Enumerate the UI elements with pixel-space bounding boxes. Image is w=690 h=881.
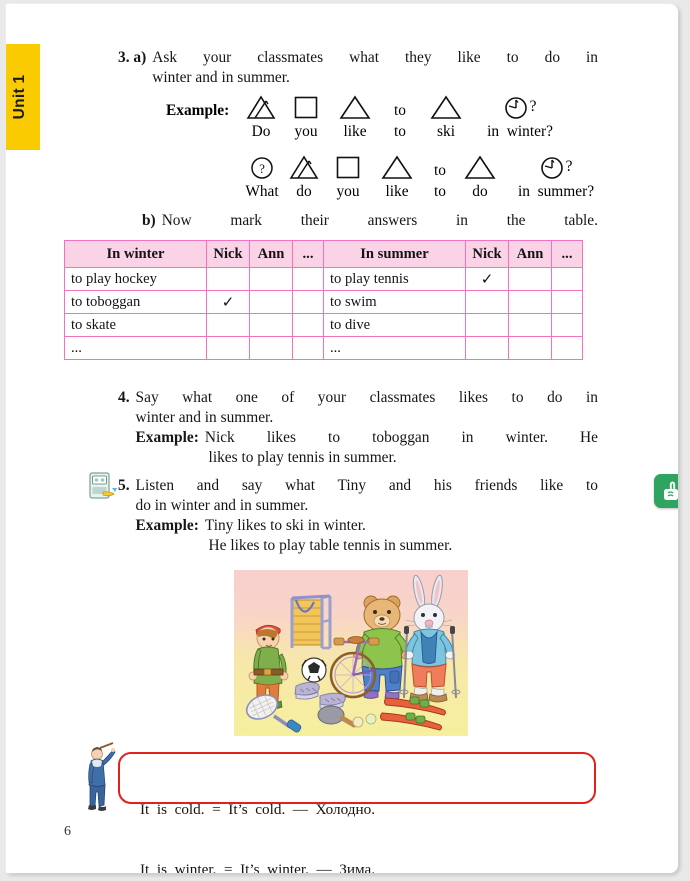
cell-summer-activity: to swim — [324, 291, 466, 314]
cell-winter-other[interactable] — [293, 291, 324, 314]
cell-summer-other[interactable] — [552, 337, 583, 360]
cell-summer-nick[interactable] — [466, 314, 509, 337]
exercise-4-line2: winter and in summer. — [135, 409, 274, 426]
clock-icon — [504, 94, 537, 120]
exercise-4-example-line2: likes to play tennis in summer. — [208, 449, 397, 466]
double-triangle-icon — [245, 94, 277, 120]
teacher-figure-icon — [86, 742, 118, 812]
symbol-word: to — [434, 183, 446, 200]
cell-winter-nick[interactable] — [207, 268, 250, 291]
exercise-3a-line2: winter and in summer. — [152, 69, 290, 86]
table-row — [65, 268, 583, 291]
exercise-4 — [118, 388, 598, 468]
cell-summer-nick[interactable] — [466, 337, 509, 360]
symbol-word: like — [385, 183, 409, 200]
symbol-word: do — [296, 183, 312, 200]
exercise-3-part-a-label: a) — [133, 49, 147, 66]
exercise-4-example-label: Example: — [135, 429, 199, 446]
hand-tap-icon — [661, 480, 678, 502]
symbol-word: you — [294, 123, 318, 140]
exercise-4-line1: Say what one of your classmates likes to do in — [135, 389, 598, 406]
cell-summer-other[interactable] — [552, 314, 583, 337]
grammar-note-line1: It is cold. = It’s cold. — Холодно. — [140, 801, 375, 818]
answers-table — [64, 240, 583, 360]
table-row — [65, 314, 583, 337]
symbol-to: to — [394, 102, 406, 119]
header-summer-ann: Ann — [509, 241, 552, 268]
table-row — [65, 337, 583, 360]
to-text-glyph — [434, 154, 446, 180]
header-winter-dots: ... — [293, 241, 324, 268]
exercise-3-part-b-label: b) — [142, 212, 156, 229]
to-text-glyph — [394, 94, 406, 120]
cell-winter-ann[interactable] — [250, 268, 293, 291]
table-row — [65, 291, 583, 314]
exercise-5-example-line1: Tiny likes to ski in winter. — [204, 517, 366, 534]
cell-winter-other[interactable] — [293, 337, 324, 360]
example-row-winter — [166, 94, 568, 141]
cell-winter-ann[interactable] — [250, 291, 293, 314]
clock-icon — [540, 154, 573, 180]
cell-summer-ann[interactable] — [509, 291, 552, 314]
unit-tab-label: Unit 1 — [11, 74, 28, 120]
symbol-word: in summer? — [517, 183, 595, 200]
grammar-note-line2: It is winter. = It’s winter. — Зима. — [140, 861, 376, 873]
cell-winter-activity: to skate — [65, 314, 207, 337]
question-mark: ? — [529, 98, 537, 115]
cell-winter-other[interactable] — [293, 268, 324, 291]
symbol-word: Do — [251, 123, 271, 140]
symbol-word: you — [336, 183, 360, 200]
triangle-icon — [380, 154, 414, 180]
cell-summer-nick[interactable]: ✓ — [466, 268, 509, 291]
exercise-3-number: 3. — [118, 49, 130, 66]
symbol-word: to — [394, 123, 406, 140]
square-icon — [293, 94, 319, 120]
unit-tab — [6, 44, 40, 150]
example-label-winter: Example: — [166, 102, 230, 119]
exercise-3b-text: Now mark their answers in the table. — [161, 212, 598, 229]
header-in-winter: In winter — [65, 241, 207, 268]
exercise-4-number: 4. — [118, 389, 130, 406]
cell-summer-other[interactable] — [552, 268, 583, 291]
exercise-5-line1: Listen and say what Tiny and his friends like to — [135, 477, 598, 494]
header-summer-dots: ... — [552, 241, 583, 268]
cell-winter-activity: to play hockey — [65, 268, 207, 291]
exercise-5-number: 5. — [118, 477, 130, 494]
symbol-to: to — [434, 162, 446, 179]
cell-winter-other[interactable] — [293, 314, 324, 337]
exercise-5 — [118, 476, 598, 556]
exercise-3 — [118, 48, 598, 88]
interactive-hand-button[interactable] — [654, 474, 678, 508]
exercise-3b — [142, 211, 598, 231]
cell-summer-ann[interactable] — [509, 337, 552, 360]
cell-winter-nick[interactable] — [207, 314, 250, 337]
cell-winter-activity: ... — [65, 337, 207, 360]
cell-summer-activity: to dive — [324, 314, 466, 337]
header-in-summer: In summer — [324, 241, 466, 268]
cell-summer-nick[interactable] — [466, 291, 509, 314]
grammar-note-box — [118, 752, 596, 873]
cell-winter-ann[interactable] — [250, 314, 293, 337]
double-triangle-icon — [288, 154, 320, 180]
symbol-word: What — [245, 183, 279, 200]
cell-summer-ann[interactable] — [509, 268, 552, 291]
square-icon — [335, 154, 361, 180]
exercise-5-example-label: Example: — [135, 517, 199, 534]
lesson-illustration — [234, 570, 468, 736]
cell-winter-ann[interactable] — [250, 337, 293, 360]
exercise-5-example-line2: He likes to play table tennis in summer. — [208, 537, 453, 554]
cell-summer-activity: to play tennis — [324, 268, 466, 291]
symbol-word: do — [472, 183, 488, 200]
question-circle-icon — [249, 154, 275, 180]
exercise-5-line2: do in winter and in summer. — [135, 497, 309, 514]
cell-summer-activity: ... — [324, 337, 466, 360]
triangle-icon — [338, 94, 372, 120]
table-header-row — [65, 241, 583, 268]
exercise-3a-line1: Ask your classmates what they like to do in — [152, 49, 598, 66]
exercise-4-example-line1: Nick likes to toboggan in winter. He — [204, 429, 598, 446]
symbol-word: ski — [437, 123, 455, 140]
cell-winter-nick[interactable] — [207, 337, 250, 360]
triangle-icon — [463, 154, 497, 180]
example-row-summer — [240, 154, 610, 201]
header-summer-nick: Nick — [466, 241, 509, 268]
cell-summer-ann[interactable] — [509, 314, 552, 337]
cell-winter-nick[interactable]: ✓ — [207, 291, 250, 314]
header-winter-ann: Ann — [250, 241, 293, 268]
symbol-word: like — [343, 123, 367, 140]
textbook-page — [6, 4, 678, 873]
triangle-icon — [429, 94, 463, 120]
cell-winter-activity: to toboggan — [65, 291, 207, 314]
audio-cassette-icon — [88, 470, 122, 502]
symbol-word: in winter? — [487, 123, 553, 140]
cell-summer-other[interactable] — [552, 291, 583, 314]
header-winter-nick: Nick — [207, 241, 250, 268]
svg-text:?: ? — [259, 160, 265, 176]
page-number: 6 — [64, 824, 71, 839]
question-mark: ? — [565, 158, 573, 175]
